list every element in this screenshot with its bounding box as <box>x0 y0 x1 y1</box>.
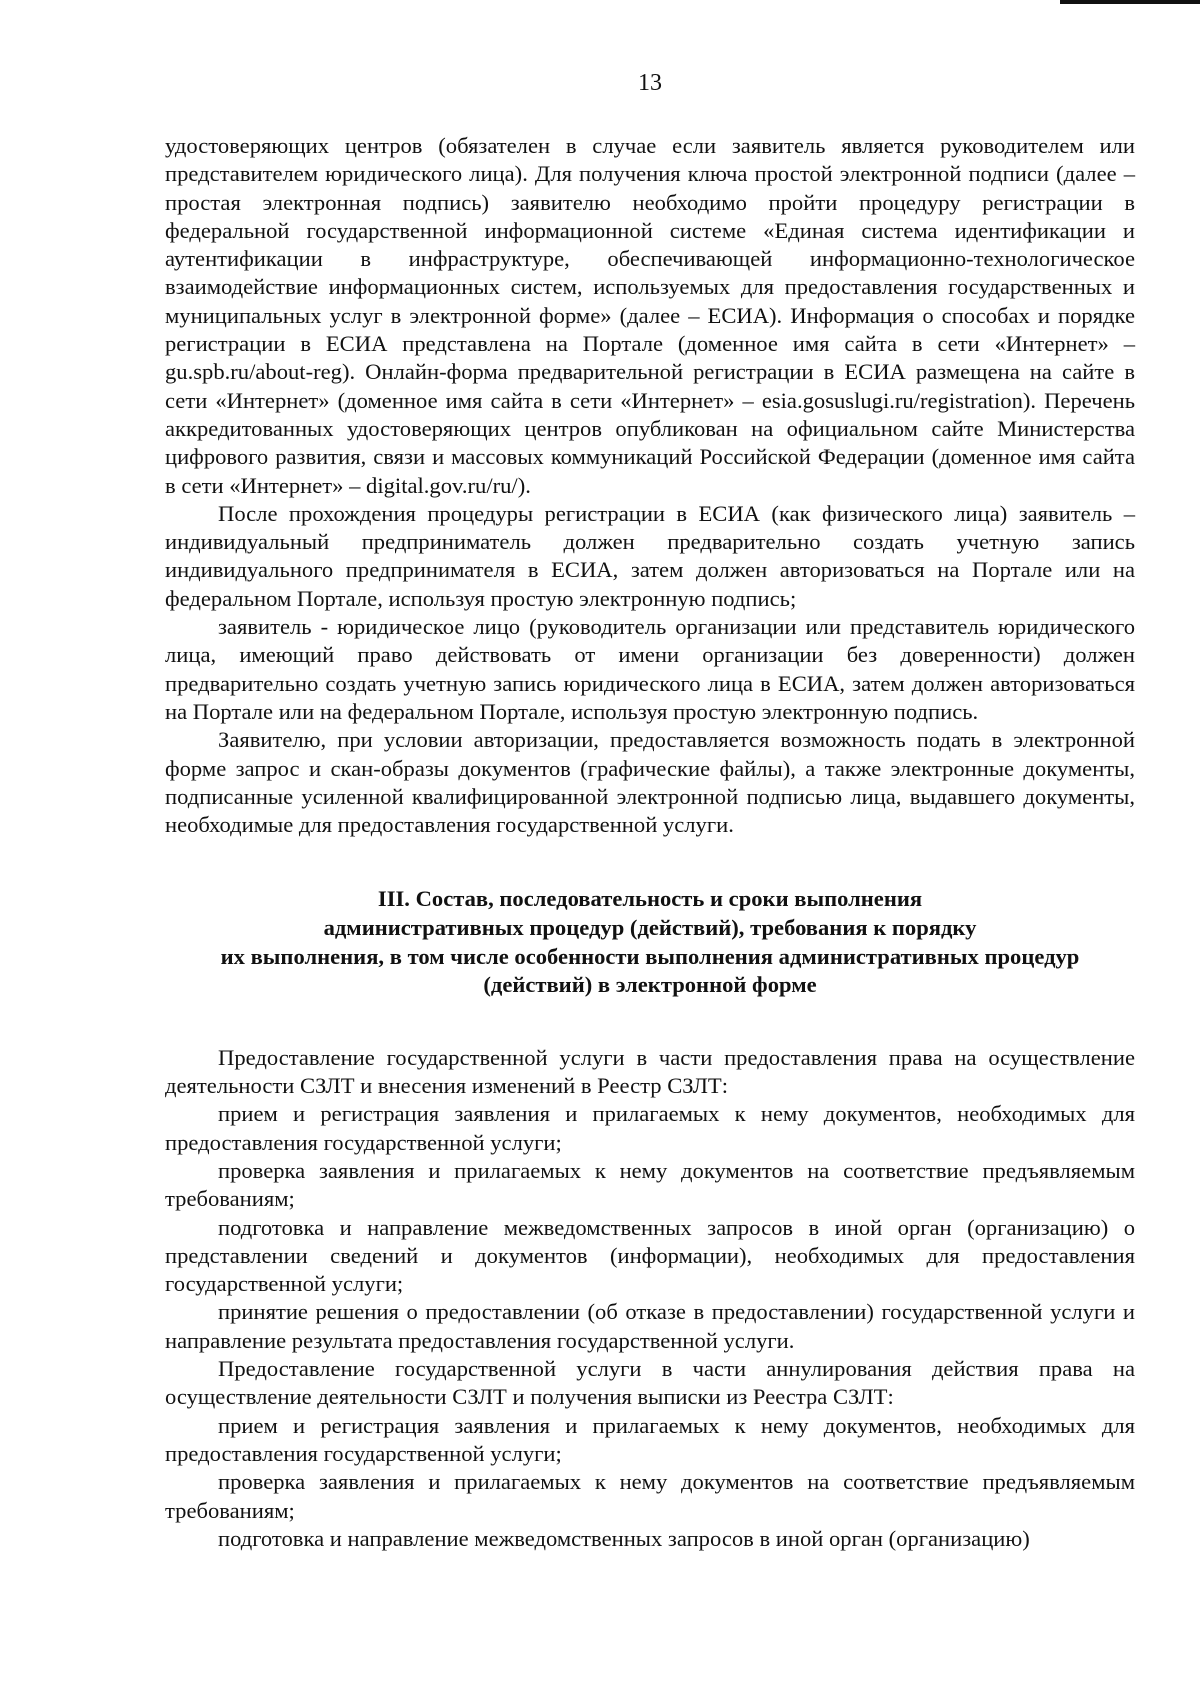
paragraph: Предоставление государственной услуги в части предоставления права на осуществление деятельности СЗЛТ и внесения изменений в Реестр СЗЛТ: <box>165 1044 1135 1099</box>
paragraph: Заявителю, при условии авторизации, предоставляется возможность подать в электронной форме запрос и скан-образы документов (графические файлы), а также электронные документы, подписанные усиленной квалифицированной электронной подписью лица, выдавшего документы, необходимые для предоставления государственной услуги. <box>165 727 1135 838</box>
scan-edge-mark <box>1060 0 1200 4</box>
page-number: 13 <box>638 70 662 96</box>
section-heading-line: их выполнения, в том числе особенности выполнения административных процедур <box>220 943 1080 969</box>
document-body <box>165 132 1135 1553</box>
list-item: подготовка и направление межведомственных запросов в иной орган (организацию) <box>218 1525 1030 1551</box>
list-item: прием и регистрация заявления и прилагаемых к нему документов, необходимых для предоставления государственной услуги; <box>165 1101 1135 1155</box>
list-item: подготовка и направление межведомственных запросов в иной орган (организацию) о представлении сведений и документов (информации), необходимых для предоставления государственной услуги; <box>165 1214 1135 1297</box>
paragraph: После прохождения процедуры регистрации в ЕСИА (как физического лица) заявитель – индивидуальный предприниматель должен предварительно создать учетную запись индивидуального предпринимателя в ЕСИА, затем должен авторизоваться на Портале или на федеральном Портале, используя простую электронную подпись; <box>165 500 1135 611</box>
section-heading-line: III. Состав, последовательность и сроки выполнения <box>377 886 923 912</box>
section-heading-line: (действий) в электронной форме <box>483 972 817 998</box>
section-heading <box>165 885 1135 999</box>
paragraph: удостоверяющих центров (обязателен в случае если заявитель является руководителем или представителем юридического лица). Для получения ключа простой электронной подписи (далее – простая электронная подпись) заявителю необходимо пройти процедуру регистрации в федеральной государственной информационной системе «Единая система идентификации и аутентификации в инфраструктуре, обеспечивающей информационно-технологическое взаимодействие информационных систем, используемых для предоставления государственных и муниципальных услуг в электронной форме» (далее – ЕСИА). Информация о способах и порядке регистрации в ЕСИА представлена на Портале (доменное имя сайта в сети «Интернет» – gu.spb.ru/about-reg). Онлайн-форма предварительной регистрации в ЕСИА размещена на сайте в сети «Интернет» (доменное имя сайта в сети «Интернет» – esia.gosuslugi.ru/registration). Перечень аккредитованных удостоверяющих центров опубликован на официальном сайте Министерства цифрового развития, связи и массовых коммуникаций Российской Федерации (доменное имя сайта в сети «Интернет» – digital.gov.ru/ru/). <box>165 133 1135 498</box>
list-item: проверка заявления и прилагаемых к нему документов на соответствие предъявляемым требованиям; <box>165 1157 1135 1212</box>
list-item: принятие решения о предоставлении (об отказе в предоставлении) государственной услуги и направление результата предоставления государственной услуги. <box>165 1299 1135 1353</box>
paragraph: Предоставление государственной услуги в части аннулирования действия права на осуществление деятельности СЗЛТ и получения выписки из Реестра СЗЛТ: <box>165 1356 1135 1410</box>
paragraph: заявитель - юридическое лицо (руководитель организации или представитель юридического лица, имеющий право действовать от имени организации без доверенности) должен предварительно создать учетную запись юридического лица в ЕСИА, затем должен авторизоваться на Портале или на федеральном Портале, используя простую электронную подпись. <box>165 614 1135 724</box>
list-item: прием и регистрация заявления и прилагаемых к нему документов, необходимых для предоставления государственной услуги; <box>165 1412 1135 1466</box>
section-heading-line: административных процедур (действий), требования к порядку <box>323 915 977 941</box>
list-item: проверка заявления и прилагаемых к нему документов на соответствие предъявляемым требованиям; <box>165 1469 1135 1523</box>
